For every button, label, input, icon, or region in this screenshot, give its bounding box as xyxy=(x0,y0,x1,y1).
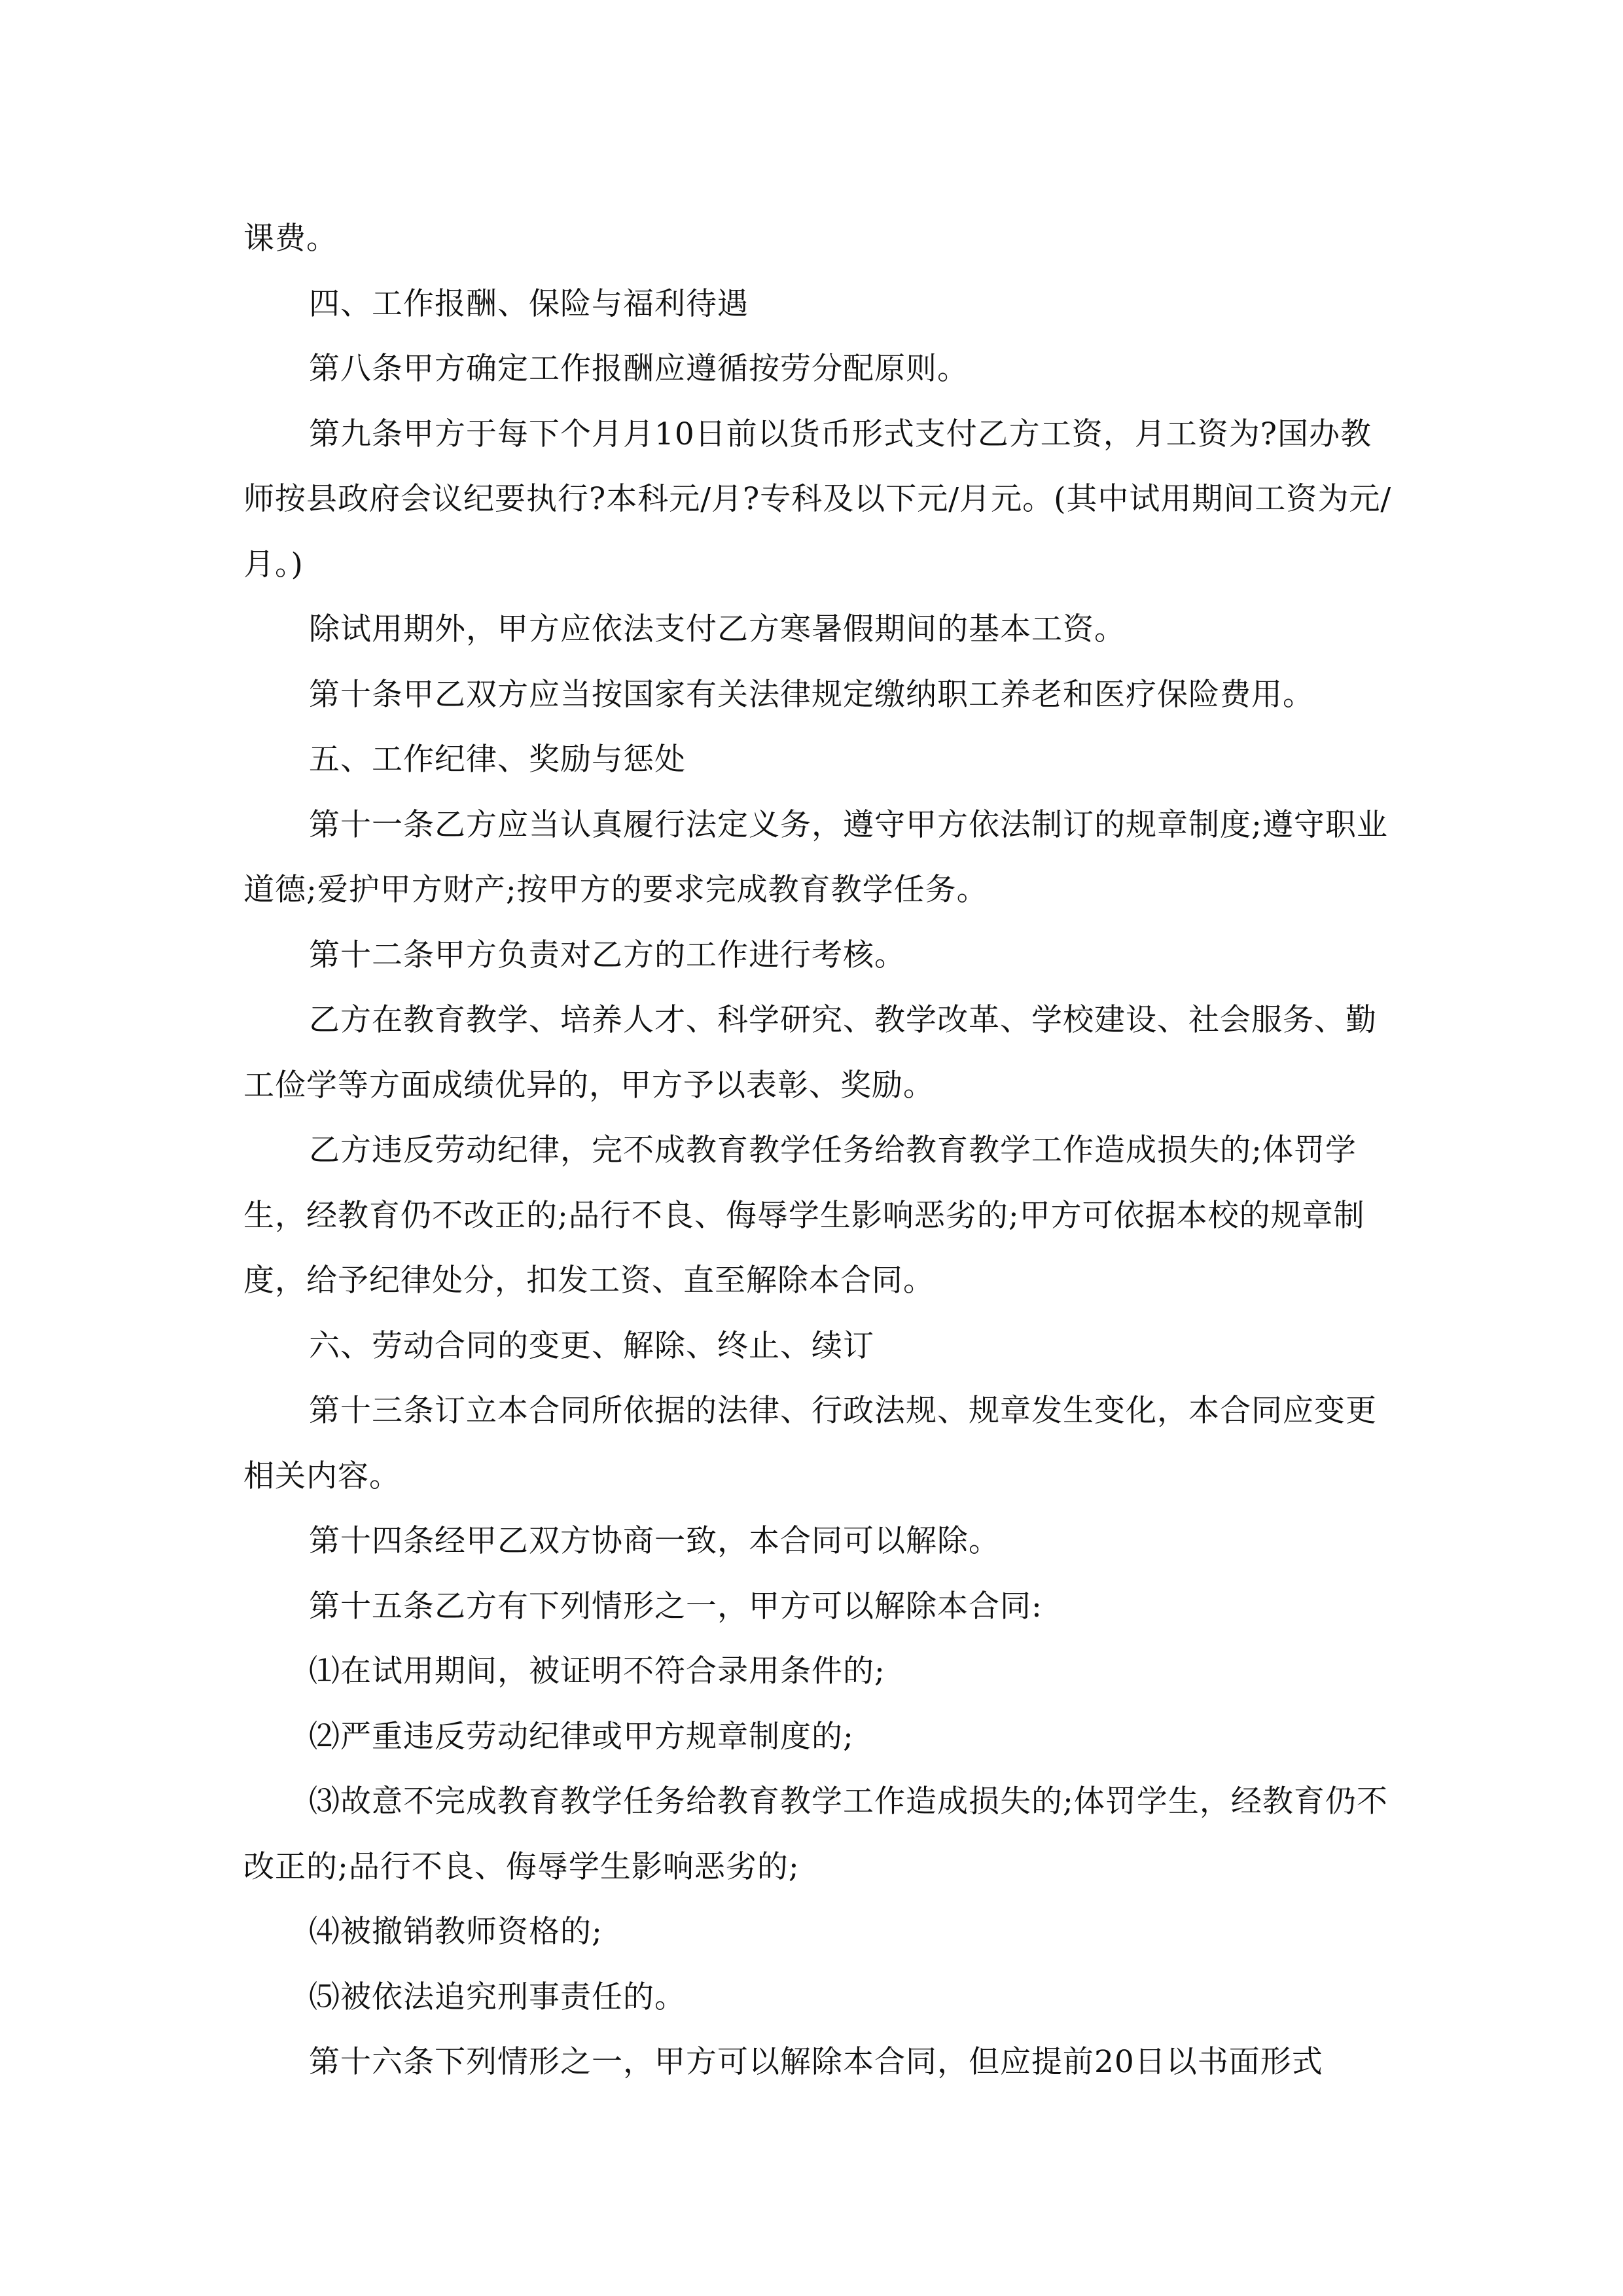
paragraph: 第八条甲方确定工作报酬应遵循按劳分配原则。 xyxy=(309,351,969,387)
paragraph: 除试用期外，甲方应依法支付乙方寒暑假期间的基本工资。 xyxy=(309,611,1126,647)
paragraph: 第十三条订立本合同所依据的法律、行政法规、规章发生变化，本合同应变更相关内容。 xyxy=(243,1393,1377,1494)
paragraph: 第十一条乙方应当认真履行法定义务，遵守甲方依法制订的规章制度;遵守职业道德;爱护甲方财产;按甲方的要求完成教育教学任务。 xyxy=(243,806,1388,908)
section-heading: 四、工作报酬、保险与福利待遇 xyxy=(309,285,749,322)
list-item: ⑶故意不完成教育教学任务给教育教学工作造成损失的;体罚学生，经教育仍不改正的;品行不良、侮辱学生影响恶劣的; xyxy=(243,1784,1388,1885)
paragraph: 第十五条乙方有下列情形之一，甲方可以解除本合同: xyxy=(309,1588,1043,1624)
paragraph: 第九条甲方于每下个月月10日前以货币形式支付乙方工资，月工资为?国办教师按县政府会议纪要执行?本科元/月?专科及以下元/月元。(其中试用期间工资为元/月。) xyxy=(243,416,1392,583)
paragraph: 第十二条甲方负责对乙方的工作进行考核。 xyxy=(309,937,906,973)
paragraph: 第十条甲乙双方应当按国家有关法律规定缴纳职工养老和医疗保险费用。 xyxy=(309,676,1314,713)
contract-text-body xyxy=(243,206,1402,2095)
paragraph: 第十四条经甲乙双方协商一致，本合同可以解除。 xyxy=(309,1523,1000,1559)
paragraph: 乙方违反劳动纪律，完不成教育教学任务给教育教学工作造成损失的;体罚学生，经教育仍不改正的;品行不良、侮辱学生影响恶劣的;甲方可依据本校的规章制度，给予纪律处分，扣发工资、直至解除本合同。 xyxy=(243,1132,1365,1299)
list-item: ⑸被依法追究刑事责任的。 xyxy=(309,1979,686,2015)
list-item: ⑴在试用期间，被证明不符合录用条件的; xyxy=(309,1653,885,1689)
section-heading: 五、工作纪律、奖励与惩处 xyxy=(309,742,686,778)
paragraph: 第十六条下列情形之一，甲方可以解除本合同，但应提前20日以书面形式 xyxy=(309,2044,1323,2080)
paragraph: 乙方在教育教学、培养人才、科学研究、教学改革、学校建设、社会服务、勤工俭学等方面成绩优异的，甲方予以表彰、奖励。 xyxy=(243,1002,1377,1103)
list-item: ⑷被撤销教师资格的; xyxy=(309,1914,603,1950)
list-item: ⑵严重违反劳动纪律或甲方规章制度的; xyxy=(309,1718,854,1755)
section-heading: 六、劳动合同的变更、解除、终止、续订 xyxy=(309,1327,874,1364)
paragraph: 课费。 xyxy=(243,221,338,257)
